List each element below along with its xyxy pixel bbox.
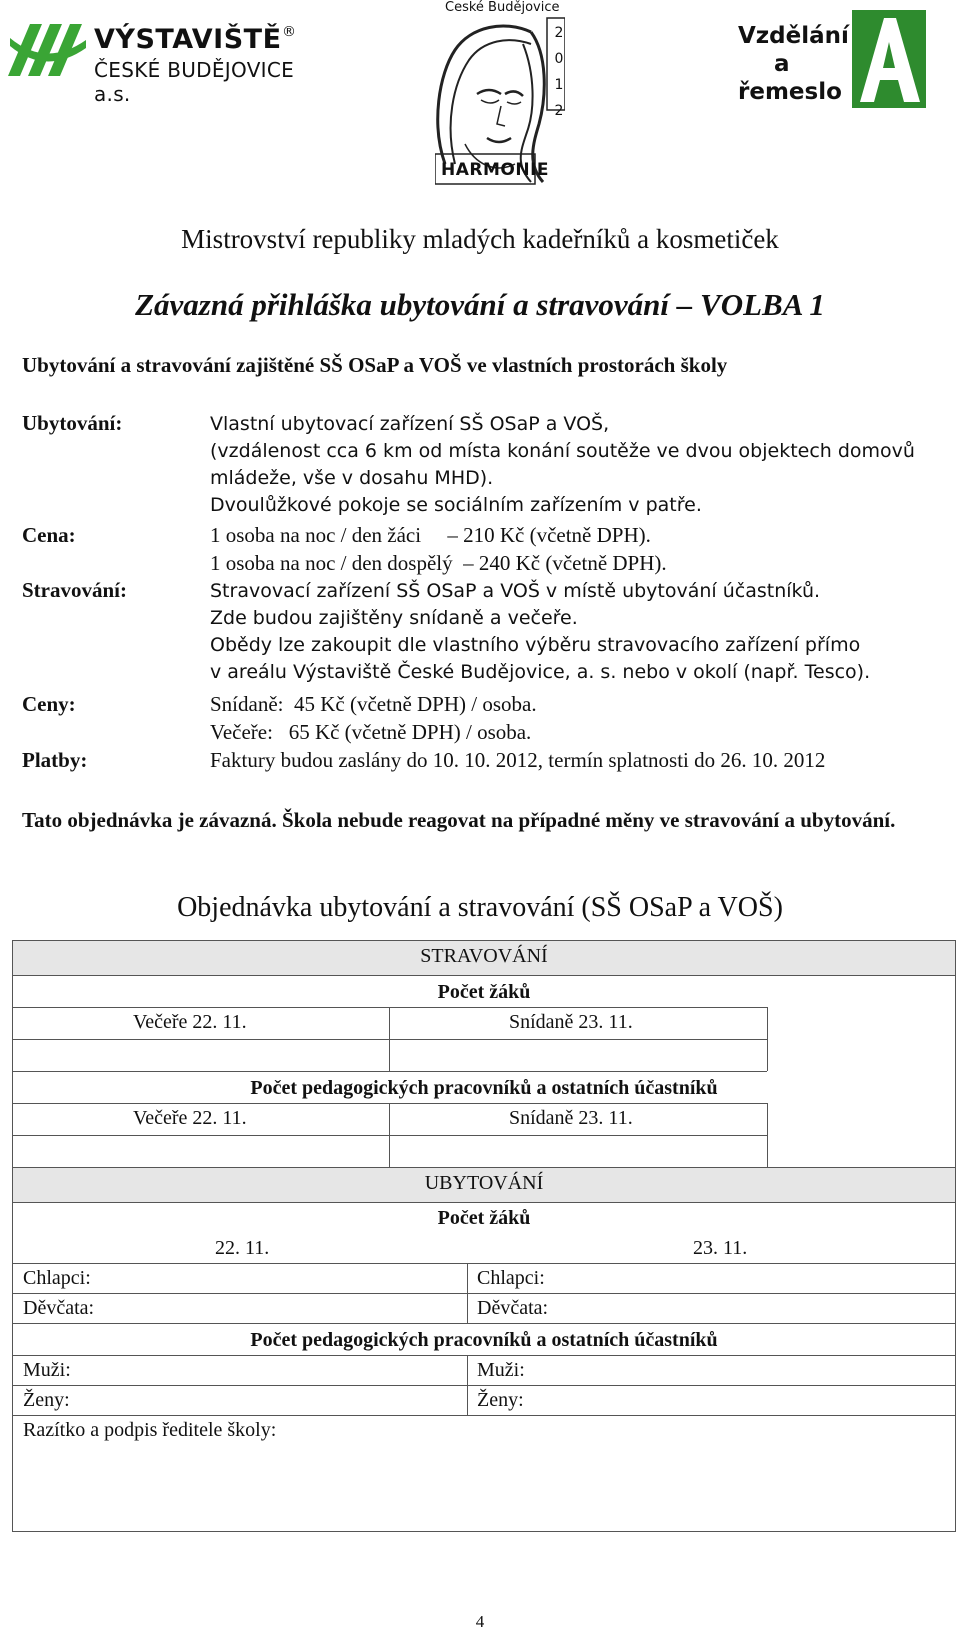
- letter-a-badge-icon: [852, 10, 926, 108]
- section-heading: Ubytování a stravování zajištěné SŠ OSaP a VOŠ ve vlastních prostorách školy: [22, 353, 728, 377]
- ubyt-muzi-label-1: Muži:: [23, 1359, 71, 1381]
- ubyt-divcata-label-1: Děvčata:: [23, 1297, 95, 1319]
- ubyt-muzi-input-2[interactable]: [549, 1356, 949, 1384]
- ubyt-pocet-zaku: Počet žáků: [437, 1207, 531, 1229]
- info-line: Večeře: 65 Kč (včetně DPH) / osoba.: [210, 720, 532, 744]
- logo-word: a: [774, 51, 790, 77]
- info-line: Dvoulůžkové pokoje se sociálním zařízením v patře.: [210, 494, 702, 516]
- registered-mark: ®: [282, 24, 296, 40]
- logo-year: [552, 20, 566, 124]
- logo-line1: VÝSTAVIŠTĚ: [94, 24, 282, 55]
- info-line: Snídaně: 45 Kč (včetně DPH) / osoba.: [210, 692, 537, 716]
- info-line: mládeže, vše v dosahu MHD).: [210, 467, 494, 489]
- ubyt-chlapci-label-1: Chlapci:: [23, 1267, 91, 1289]
- binding-note: Tato objednávka je závazná. Škola nebude reagovat na případné měny ve stravování a ubytování.: [22, 808, 896, 832]
- event-subtitle: Mistrovství republiky mladých kadeřníků a kosmetiček: [181, 224, 779, 254]
- label-stravovani: Stravování:: [22, 578, 127, 602]
- signature-label: Razítko a podpis ředitele školy:: [23, 1419, 277, 1441]
- ubyt-zeny-label-2: Ženy:: [477, 1389, 524, 1411]
- logo-vzdelani-a-remeslo: [738, 8, 928, 110]
- info-line: Zde budou zajištěny snídaně a večeře.: [210, 607, 578, 629]
- label-ceny: Ceny:: [22, 692, 76, 716]
- info-line: 1 osoba na noc / den žáci – 210 Kč (včetně DPH).: [210, 523, 651, 547]
- order-form: [12, 940, 956, 1532]
- page-number: 4: [475, 1612, 485, 1631]
- logo-word: řemeslo: [738, 79, 842, 105]
- label-cena: Cena:: [22, 523, 76, 547]
- ubyt-title-bar: [13, 1167, 955, 1203]
- label-platby: Platby:: [22, 748, 88, 772]
- logo-city: České Budějovice: [445, 0, 560, 15]
- ubyt-zeny-label-1: Ženy:: [23, 1389, 70, 1411]
- strav-zaci-vecere-input[interactable]: [13, 1040, 389, 1070]
- ubyt-chlapci-input-1[interactable]: [113, 1264, 463, 1292]
- ubyt-pocet-ped: Počet pedagogických pracovníků a ostatních účastníků: [250, 1329, 718, 1351]
- strav-zaci-vecere-label: Večeře 22. 11.: [133, 1011, 247, 1033]
- info-line: (vzdálenost cca 6 km od místa konání soutěže ve dvou objektech domovů: [210, 440, 915, 462]
- year-digit: 1: [554, 77, 564, 93]
- ubyt-muzi-label-2: Muži:: [477, 1359, 525, 1381]
- ubyt-chlapci-input-2[interactable]: [569, 1264, 949, 1292]
- year-digit: 0: [554, 51, 564, 67]
- ubyt-title: UBYTOVÁNÍ: [424, 1172, 544, 1194]
- info-line: Faktury budou zaslány do 10. 10. 2012, termín splatnosti do 26. 10. 2012: [210, 748, 826, 772]
- logo-line2: ČESKÉ BUDĚJOVICE a.s.: [94, 58, 295, 106]
- info-line: Stravovací zařízení SŠ OSaP a VOŠ v místě ubytování účastníků.: [210, 580, 821, 602]
- signature-area[interactable]: [13, 1447, 955, 1531]
- page-title: Závazná přihláška ubytování a stravování – VOLBA 1: [135, 287, 825, 322]
- ubyt-date-1: 22. 11.: [215, 1237, 270, 1259]
- strav-ped-vecere-label: Večeře 22. 11.: [133, 1107, 247, 1129]
- logo-harmonie-text: HARMONIE: [441, 160, 550, 180]
- order-title: Objednávka ubytování a stravování (SŠ OSaP a VOŠ): [177, 892, 783, 923]
- strav-ped-snidane-input[interactable]: [390, 1136, 767, 1166]
- year-digit: 2: [554, 25, 564, 41]
- ubyt-divcata-input-1[interactable]: [113, 1294, 463, 1322]
- logo-harmonie: [435, 0, 575, 190]
- strav-ped-snidane-label: Snídaně 23. 11.: [509, 1107, 633, 1129]
- logo-word: Vzdělání: [738, 23, 849, 49]
- ubyt-divcata-label-2: Děvčata:: [477, 1297, 549, 1319]
- logo-vzdelani-text: [738, 22, 849, 106]
- strav-pocet-zaku: Počet žáků: [437, 981, 531, 1003]
- strav-pocet-ped: Počet pedagogických pracovníků a ostatních účastníků: [250, 1077, 718, 1099]
- info-line: Obědy lze zakoupit dle vlastního výběru stravovacího zařízení přímo: [210, 634, 861, 656]
- ubyt-date-2: 23. 11.: [693, 1237, 748, 1259]
- ubyt-zeny-input-1[interactable]: [93, 1386, 463, 1414]
- vystaviste-mark-icon: [6, 18, 88, 78]
- info-line: Vlastní ubytovací zařízení SŠ OSaP a VOŠ,: [210, 413, 610, 435]
- strav-zaci-snidane-input[interactable]: [390, 1040, 767, 1070]
- ubyt-chlapci-label-2: Chlapci:: [477, 1267, 545, 1289]
- info-line: 1 osoba na noc / den dospělý – 240 Kč (včetně DPH).: [210, 551, 667, 575]
- strav-title-bar: [13, 941, 955, 976]
- ubyt-muzi-input-1[interactable]: [93, 1356, 463, 1384]
- info-line: v areálu Výstaviště České Budějovice, a. s. nebo v okolí (např. Tesco).: [210, 661, 871, 683]
- ubyt-divcata-input-2[interactable]: [569, 1294, 949, 1322]
- strav-zaci-snidane-label: Snídaně 23. 11.: [509, 1011, 633, 1033]
- strav-title: STRAVOVÁNÍ: [420, 945, 548, 967]
- ubyt-zeny-input-2[interactable]: [549, 1386, 949, 1414]
- logo-vystaviste: [6, 18, 306, 106]
- strav-ped-vecere-input[interactable]: [13, 1136, 389, 1166]
- label-ubytovani: Ubytování:: [22, 411, 123, 435]
- year-digit: 2: [554, 103, 564, 119]
